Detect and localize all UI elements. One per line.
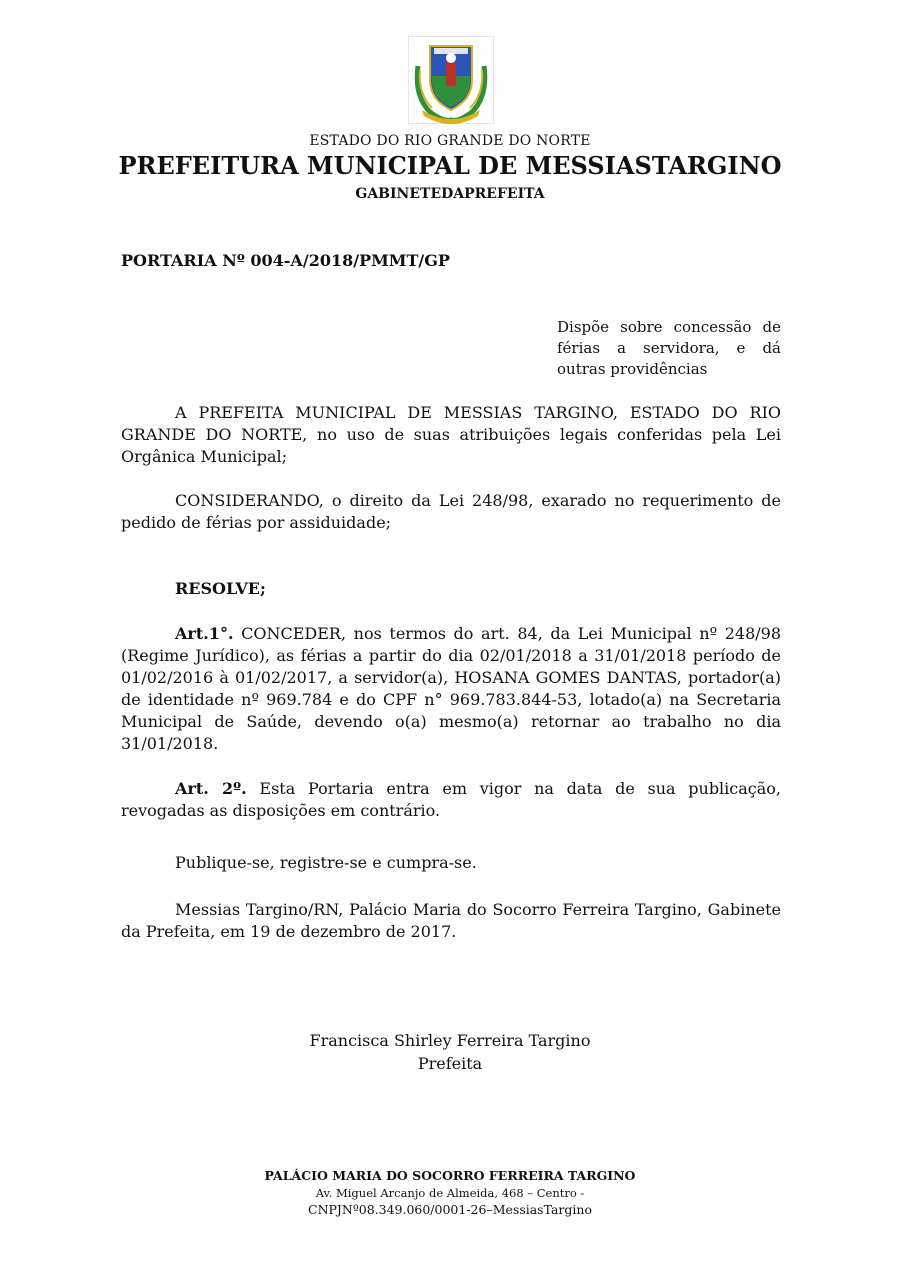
- prefeitura-title: PREFEITURA MUNICIPAL DE MESSIASTARGINO: [118, 151, 782, 180]
- article-2-paragraph: [121, 778, 781, 822]
- article-1-label: Art.1°.: [175, 624, 234, 643]
- article-1-paragraph: [121, 623, 781, 755]
- place-date-paragraph: Messias Targino/RN, Palácio Maria do Socorro Ferreira Targino, Gabinete da Prefeita, em 19 de dezembro de 2017.: [121, 900, 781, 941]
- footer-address: Av. Miguel Arcanjo de Almeida, 468 – Centro -: [315, 1186, 585, 1200]
- ementa: Dispõe sobre concessão de férias a servidora, e dá outras providências: [557, 318, 781, 378]
- publique-paragraph: Publique-se, registre-se e cumpra-se.: [175, 853, 477, 872]
- gabinete-subtitle: GABINETEDAPREFEITA: [355, 186, 545, 202]
- signatory-role: Prefeita: [417, 1054, 483, 1073]
- resolve-heading: RESOLVE;: [175, 579, 266, 598]
- coat-of-arms-icon: [408, 36, 494, 124]
- state-header: ESTADO DO RIO GRANDE DO NORTE: [309, 133, 591, 149]
- article-1-text: CONCEDER, nos termos do art. 84, da Lei Municipal nº 248/98 (Regime Jurídico), as férias a partir do dia 02/01/2018 a 31/01/2018 período de 01/02/2016 à 01/02/2017, a servidor(a), HOSANA GOMES DANTAS, portador(a) de identidade nº 969.784 e do CPF n° 969.783.844-53, lotado(a) na Secretaria Municipal de Saúde, devendo o(a) mesmo(a) retornar ao trabalho no dia 31/01/2018.: [121, 624, 781, 753]
- portaria-number: PORTARIA Nº 004-A/2018/PMMT/GP: [121, 251, 450, 270]
- signatory-name: Francisca Shirley Ferreira Targino: [309, 1031, 591, 1050]
- footer-cnpj: CNPJNº08.349.060/0001-26–MessiasTargino: [308, 1202, 592, 1217]
- article-2-label: Art. 2º.: [175, 779, 247, 798]
- preamble-paragraph: A PREFEITA MUNICIPAL DE MESSIAS TARGINO, ESTADO DO RIO GRANDE DO NORTE, no uso de suas atribuições legais conferidas pela Lei Orgânica Municipal;: [121, 403, 781, 466]
- considerando-paragraph: CONSIDERANDO, o direito da Lei 248/98, exarado no requerimento de pedido de férias por assiduidade;: [121, 491, 781, 532]
- article-2-text: Esta Portaria entra em vigor na data de sua publicação, revogadas as disposições em contrário.: [121, 779, 782, 820]
- footer-palace: PALÁCIO MARIA DO SOCORRO FERREIRA TARGINO: [264, 1168, 636, 1183]
